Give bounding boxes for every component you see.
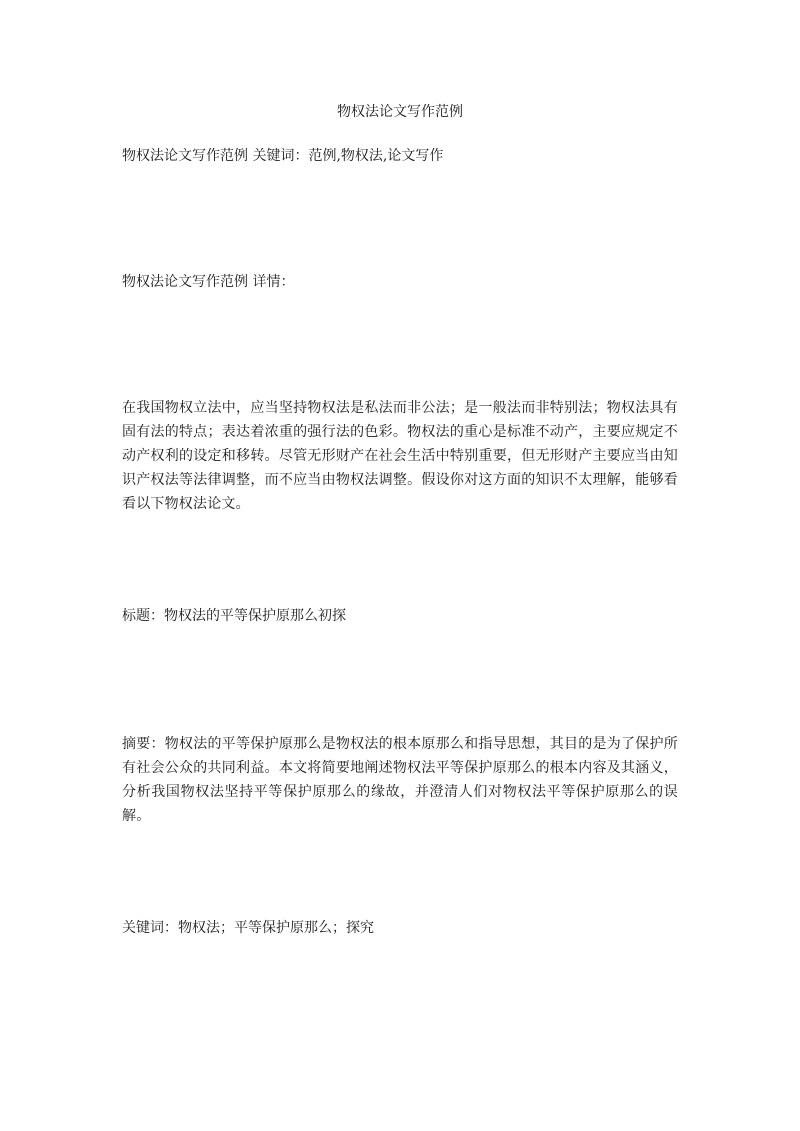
- abstract-paragraph: 摘要：物权法的平等保护原那么是物权法的根本原那么和指导思想，其目的是为了保护所有社会公众的共同利益。本文将简要地阐述物权法平等保护原那么的根本内容及其涵义，分析我国物权法坚持平等保护原那么的缘故，并澄清人们对物权法平等保护原那么的误解。: [122, 736, 678, 824]
- document-title: 物权法论文写作范例: [337, 104, 463, 120]
- paper-keywords: 关键词：物权法；平等保护原那么；探究: [122, 920, 374, 936]
- details-line: 物权法论文写作范例 详情：: [122, 274, 295, 290]
- keywords-line: 物权法论文写作范例 关键词：范例,物权法,论文写作: [122, 148, 444, 164]
- intro-paragraph: 在我国物权立法中，应当坚持物权法是私法而非公法；是一般法而非特别法；物权法具有固有法的特点；表达着浓重的强行法的色彩。物权法的重心是标准不动产，主要应规定不动产权利的设定和移转。尽管无形财产在社会生活中特别重要，但无形财产主要应当由知识产权法等法律调整，而不应当由物权法调整。假设你对这方面的知识不太理解，能够看看以下物权法论文。: [122, 400, 678, 512]
- paper-title: 标题：物权法的平等保护原那么初探: [122, 608, 346, 624]
